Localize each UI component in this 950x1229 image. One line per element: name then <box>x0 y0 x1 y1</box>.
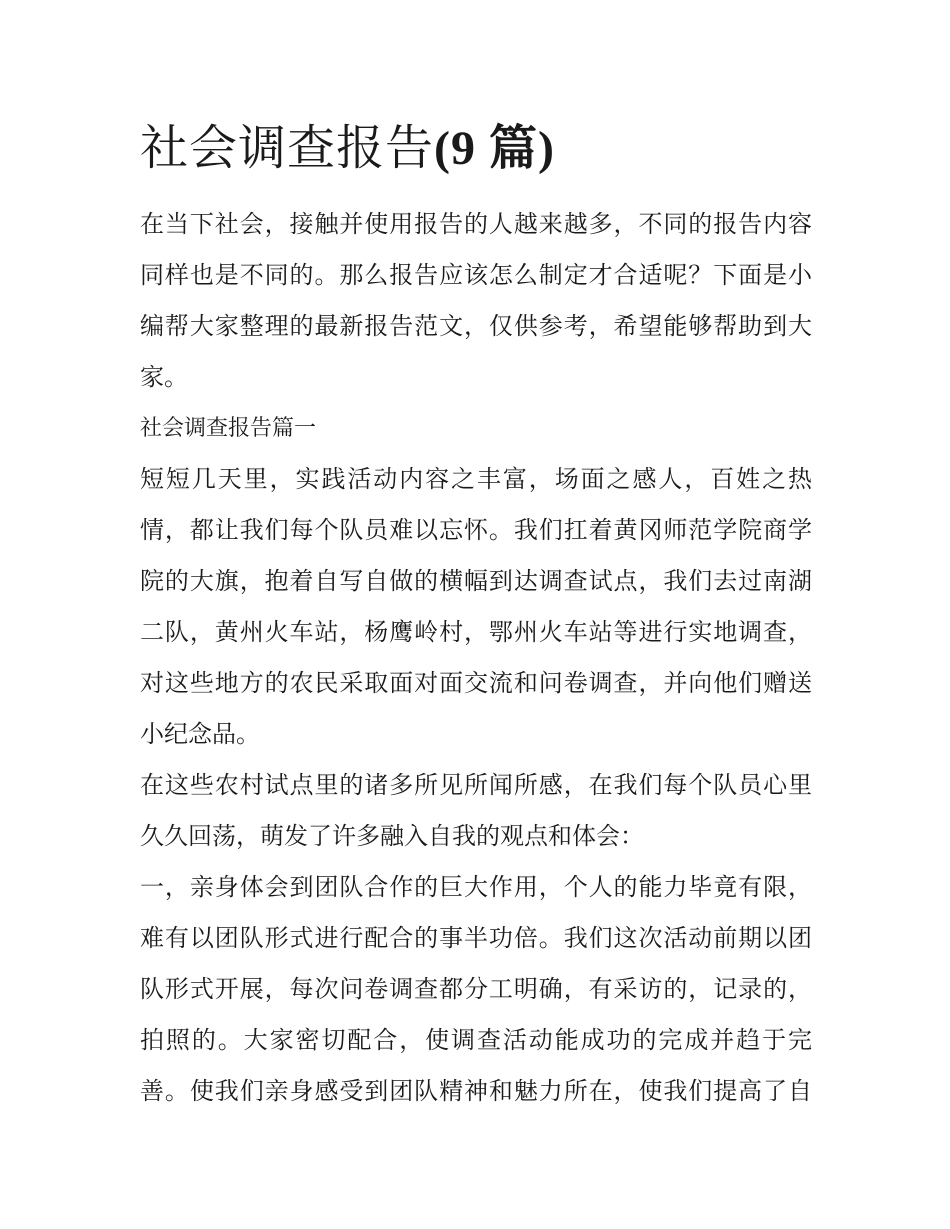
text-line: 编帮大家整理的最新报告范文，仅供参考，希望能够帮助到大 <box>140 312 812 340</box>
document-title <box>140 112 812 185</box>
text-line: 在当下社会，接触并使用报告的人越来越多，不同的报告内容 <box>140 210 812 238</box>
text-line: 对这些地方的农民采取面对面交流和问卷调查，并向他们赠送 <box>140 669 812 697</box>
text-line: 一，亲身体会到团队合作的巨大作用，个人的能力毕竟有限， <box>140 873 812 901</box>
text-line: 在这些农村试点里的诸多所见所闻所感，在我们每个队员心里 <box>140 771 812 799</box>
text-line: 难有以团队形式进行配合的事半功倍。我们这次活动前期以团 <box>140 924 812 952</box>
document-page <box>140 112 812 1117</box>
text-line: 队形式开展，每次问卷调查都分工明确，有采访的，记录的， <box>140 975 812 1003</box>
title-main: 社会调查报告 <box>140 120 435 176</box>
text-line: 善。使我们亲身感受到团队精神和魅力所在，使我们提高了自 <box>140 1077 812 1105</box>
text-line: 家。 <box>140 363 188 391</box>
paragraph-1 <box>140 454 812 760</box>
text-line: 二队，黄州火车站，杨鹰岭村，鄂州火车站等进行实地调查， <box>140 618 812 646</box>
text-line: 小纪念品。 <box>140 720 260 748</box>
section-heading: 社会调查报告篇一 <box>140 416 317 441</box>
title-count: (9 篇) <box>434 122 555 175</box>
text-line: 短短几天里，实践活动内容之丰富，场面之感人，百姓之热 <box>140 465 812 493</box>
paragraph-2 <box>140 760 812 862</box>
text-line: 情，都让我们每个队员难以忘怀。我们扛着黄冈师范学院商学 <box>140 516 812 544</box>
intro-paragraph <box>140 199 812 403</box>
paragraph-3 <box>140 862 812 1117</box>
text-line: 久久回荡，萌发了许多融入自我的观点和体会： <box>140 822 644 850</box>
text-line: 院的大旗，抱着自写自做的横幅到达调查试点，我们去过南湖 <box>140 567 812 595</box>
text-line: 同样也是不同的。那么报告应该怎么制定才合适呢？下面是小 <box>140 261 812 289</box>
text-line: 拍照的。大家密切配合，使调查活动能成功的完成并趋于完 <box>140 1026 812 1054</box>
